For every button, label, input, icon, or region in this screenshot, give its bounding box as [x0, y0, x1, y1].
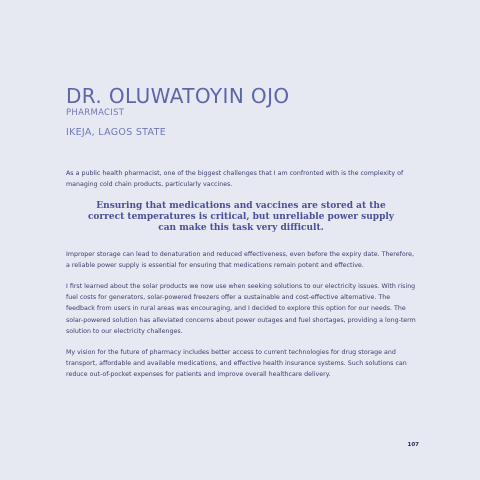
paragraph-storage: Improper storage can lead to denaturation and reduced effectiveness, even before the expiry date. Therefore, a reliable power supply is essential for ensuring that medications remain potent and effective. [66, 251, 415, 270]
person-name: DR. OLUWATOYIN OJO [66, 84, 290, 108]
person-role: PHARMACIST [66, 108, 125, 118]
page-number: 107 [407, 442, 419, 448]
person-location: IKEJA, LAGOS STATE [66, 127, 167, 138]
paragraph-intro: As a public health pharmacist, one of the biggest challenges that I am confronted with is the complexity of managing cold chain products, particularly vaccines. [66, 170, 404, 189]
paragraph-vision: My vision for the future of pharmacy includes better access to current technologies for drug storage and transport, affordable and available medications, and effective health insurance systems. Such solutions can reduce out-of-pocket expenses for patients and improve overall healthcare delivery. [66, 349, 407, 379]
paragraph-solar: I first learned about the solar products we now use when seeking solutions to our electricity issues. With rising fuel costs for generators, solar-powered freezers offer a sustainable and cost-effective alternative. The feedback from users in rural areas was encouraging, and I decided to explore this option for our needs. The solar-powered solution has alleviated concerns about power outages and fuel shortages, providing a long-term solution to our electricity challenges. [66, 283, 416, 335]
pull-quote: Ensuring that medications and vaccines are stored at the correct temperatures is critical, but unreliable power supply can make this task very difficult. [87, 201, 395, 233]
